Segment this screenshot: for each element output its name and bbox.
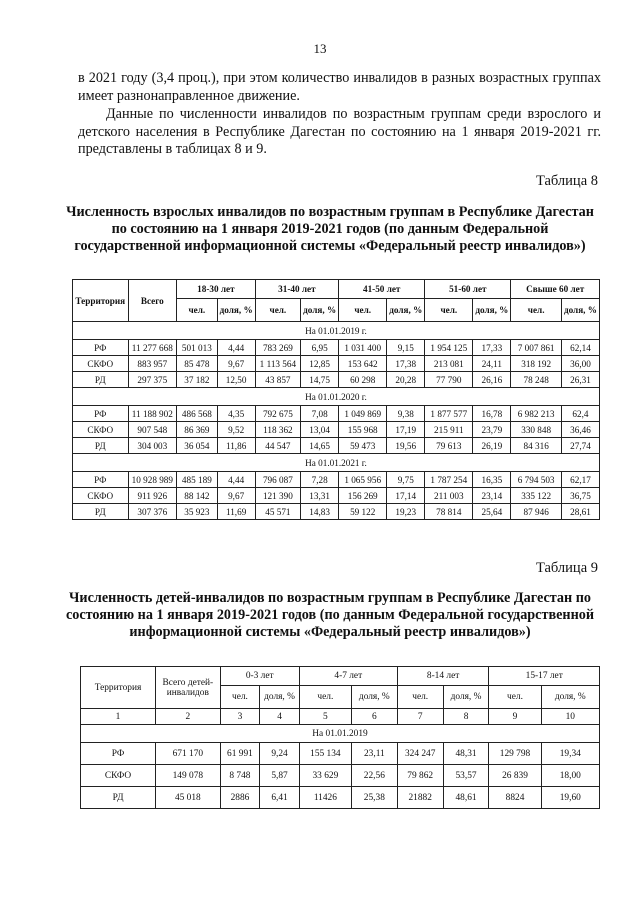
table8-value-cell: 43 857: [255, 372, 300, 388]
table8-date-label: На 01.01.2019 г.: [73, 322, 600, 340]
table8-value-cell: 23,79: [473, 422, 511, 438]
table9-header-group: 8-14 лет: [397, 667, 489, 686]
table8-header-group: 41-50 лет: [339, 280, 425, 299]
table8-header-group: 31-40 лет: [255, 280, 339, 299]
table8-value-cell: 213 081: [425, 356, 473, 372]
table8-value-cell: 6,95: [301, 340, 339, 356]
table8-value-cell: 4,44: [217, 472, 255, 488]
table8-value-cell: 85 478: [177, 356, 218, 372]
table9-value-cell: 19,34: [541, 743, 599, 765]
table8-value-cell: 13,04: [301, 422, 339, 438]
table8-value-cell: 485 189: [177, 472, 218, 488]
table8-territory-cell: РД: [73, 438, 129, 454]
table8-value-cell: 77 790: [425, 372, 473, 388]
table8-value-cell: 6 794 503: [511, 472, 562, 488]
table8-value-cell: 304 003: [128, 438, 177, 454]
table8-value-cell: 486 568: [177, 406, 218, 422]
table8-value-cell: 16,78: [473, 406, 511, 422]
table8-value-cell: 883 957: [128, 356, 177, 372]
table8-territory-cell: РФ: [73, 406, 129, 422]
table8-value-cell: 78 814: [425, 504, 473, 520]
table8-value-cell: 211 003: [425, 488, 473, 504]
table8-value-cell: 1 787 254: [425, 472, 473, 488]
table9-header-total: Всего детей-инвалидов: [156, 667, 221, 709]
table9-value-cell: 45 018: [156, 787, 221, 809]
table9-value-cell: 22,56: [351, 765, 397, 787]
table9-value-cell: 25,38: [351, 787, 397, 809]
table9-value-cell: 149 078: [156, 765, 221, 787]
table8-territory-cell: СКФО: [73, 356, 129, 372]
table8-value-cell: 35 923: [177, 504, 218, 520]
table8-date-label: На 01.01.2021 г.: [73, 454, 600, 472]
table9-header-territory: Территория: [81, 667, 156, 709]
table9-header-people: чел.: [220, 686, 260, 709]
table8-value-cell: 44 547: [255, 438, 300, 454]
table8-date-row: [73, 388, 600, 406]
table8-value-cell: 36,46: [561, 422, 599, 438]
table9-value-cell: 155 134: [299, 743, 351, 765]
table8-header-people: чел.: [425, 299, 473, 322]
table9-column-number: 6: [351, 709, 397, 725]
table9-territory-cell: РД: [81, 787, 156, 809]
table8-territory-cell: РД: [73, 372, 129, 388]
table9-territory-cell: РФ: [81, 743, 156, 765]
table9-header-people: чел.: [489, 686, 541, 709]
table9-value-cell: 53,57: [443, 765, 489, 787]
table8-value-cell: 911 926: [128, 488, 177, 504]
table9-column-number: 8: [443, 709, 489, 725]
table8-value-cell: 62,17: [561, 472, 599, 488]
table9-value-cell: 79 862: [397, 765, 443, 787]
table8: [72, 279, 600, 520]
table8-value-cell: 10 928 989: [128, 472, 177, 488]
table9-header-group: 0-3 лет: [220, 667, 299, 686]
table8-header-people: чел.: [177, 299, 218, 322]
table9-title: Численность детей-инвалидов по возрастным группам в Республике Дагестан по состоянию на 1 января 2019-2021 годов (по данным Федеральной государственной информационной системы «Федеральный реестр инвалидов»): [65, 590, 595, 640]
table8-territory-cell: РФ: [73, 340, 129, 356]
table8-value-cell: 23,14: [473, 488, 511, 504]
table-row: [81, 765, 600, 787]
table9-value-cell: 129 798: [489, 743, 541, 765]
table-row: [73, 422, 600, 438]
table-row: [81, 743, 600, 765]
table8-value-cell: 14,83: [301, 504, 339, 520]
table9-header-share: доля, %: [260, 686, 300, 709]
table8-value-cell: 62,4: [561, 406, 599, 422]
table8-value-cell: 330 848: [511, 422, 562, 438]
table8-body: [73, 322, 600, 520]
table8-header-share: доля, %: [473, 299, 511, 322]
table8-value-cell: 17,33: [473, 340, 511, 356]
table9-column-number: 5: [299, 709, 351, 725]
table8-value-cell: 9,67: [217, 488, 255, 504]
table8-value-cell: 84 316: [511, 438, 562, 454]
table8-date-label: На 01.01.2020 г.: [73, 388, 600, 406]
table8-value-cell: 156 269: [339, 488, 387, 504]
table9: [80, 666, 600, 809]
table8-value-cell: 792 675: [255, 406, 300, 422]
table8-value-cell: 59 122: [339, 504, 387, 520]
table8-value-cell: 501 013: [177, 340, 218, 356]
table8-value-cell: 26,31: [561, 372, 599, 388]
table8-territory-cell: СКФО: [73, 422, 129, 438]
table8-value-cell: 155 968: [339, 422, 387, 438]
table8-value-cell: 24,11: [473, 356, 511, 372]
table9-value-cell: 23,11: [351, 743, 397, 765]
table9-header-share: доля, %: [351, 686, 397, 709]
table8-date-row: [73, 322, 600, 340]
table8-value-cell: 1 065 956: [339, 472, 387, 488]
table-row: [81, 787, 600, 809]
table9-column-number: 4: [260, 709, 300, 725]
table9-value-cell: 26 839: [489, 765, 541, 787]
table9-value-cell: 5,87: [260, 765, 300, 787]
table8-value-cell: 12,85: [301, 356, 339, 372]
table8-label: Таблица 8: [535, 173, 598, 189]
table9-value-cell: 8824: [489, 787, 541, 809]
table8-value-cell: 25,64: [473, 504, 511, 520]
table8-value-cell: 1 113 564: [255, 356, 300, 372]
table8-value-cell: 36,00: [561, 356, 599, 372]
table9-header-people: чел.: [397, 686, 443, 709]
table8-value-cell: 215 911: [425, 422, 473, 438]
table9-territory-cell: СКФО: [81, 765, 156, 787]
table8-value-cell: 45 571: [255, 504, 300, 520]
page-number: 13: [313, 41, 327, 56]
table8-value-cell: 318 192: [511, 356, 562, 372]
table8-value-cell: 11 277 668: [128, 340, 177, 356]
table8-value-cell: 7,28: [301, 472, 339, 488]
table8-value-cell: 17,14: [387, 488, 425, 504]
table8-value-cell: 796 087: [255, 472, 300, 488]
table8-value-cell: 13,31: [301, 488, 339, 504]
table9-column-number: 3: [220, 709, 260, 725]
table9-value-cell: 48,31: [443, 743, 489, 765]
table8-value-cell: 4,35: [217, 406, 255, 422]
table8-value-cell: 19,56: [387, 438, 425, 454]
table9-value-cell: 18,00: [541, 765, 599, 787]
table9-value-cell: 21882: [397, 787, 443, 809]
table8-value-cell: 307 376: [128, 504, 177, 520]
table9-label: Таблица 9: [535, 560, 598, 576]
table8-value-cell: 1 954 125: [425, 340, 473, 356]
table8-value-cell: 17,38: [387, 356, 425, 372]
table8-value-cell: 37 182: [177, 372, 218, 388]
paragraph-intro: в 2021 году (3,4 проц.), при этом количество инвалидов в разных возрастных группах имеет разнонаправленное движение.: [78, 70, 601, 104]
table8-value-cell: 297 375: [128, 372, 177, 388]
table9-value-cell: 48,61: [443, 787, 489, 809]
table8-value-cell: 19,23: [387, 504, 425, 520]
table9-column-number: 7: [397, 709, 443, 725]
table8-value-cell: 79 613: [425, 438, 473, 454]
table8-value-cell: 16,35: [473, 472, 511, 488]
table9-value-cell: 671 170: [156, 743, 221, 765]
table8-value-cell: 9,38: [387, 406, 425, 422]
table9-header-group: 15-17 лет: [489, 667, 600, 686]
table8-value-cell: 20,28: [387, 372, 425, 388]
table-row: [73, 356, 600, 372]
table9-header-group: 4-7 лет: [299, 667, 397, 686]
table8-value-cell: 4,44: [217, 340, 255, 356]
table9-header-people: чел.: [299, 686, 351, 709]
table8-value-cell: 78 248: [511, 372, 562, 388]
table9-column-numbers-row: [81, 709, 600, 725]
table9-column-number: 10: [541, 709, 599, 725]
table8-value-cell: 1 049 869: [339, 406, 387, 422]
table9-column-number: 2: [156, 709, 221, 725]
table8-value-cell: 783 269: [255, 340, 300, 356]
table8-value-cell: 36 054: [177, 438, 218, 454]
table-row: [73, 504, 600, 520]
table8-header-territory: Территория: [73, 280, 129, 322]
table9-value-cell: 61 991: [220, 743, 260, 765]
table8-territory-cell: РФ: [73, 472, 129, 488]
table8-value-cell: 26,19: [473, 438, 511, 454]
table8-date-row: [73, 454, 600, 472]
table8-value-cell: 87 946: [511, 504, 562, 520]
table9-value-cell: 9,24: [260, 743, 300, 765]
table8-value-cell: 14,75: [301, 372, 339, 388]
table9-value-cell: 11426: [299, 787, 351, 809]
table8-header-group: Свыше 60 лет: [511, 280, 600, 299]
table9-value-cell: 8 748: [220, 765, 260, 787]
table9-column-number: 1: [81, 709, 156, 725]
paragraph-tables-description: Данные по численности инвалидов по возрастным группам среди взрослого и детского населения в Республике Дагестан по состоянию на 1 января 2019-2021 гг. представлены в таблицах 8 и 9.: [78, 106, 601, 157]
table8-value-cell: 11,69: [217, 504, 255, 520]
table8-header-share: доля, %: [561, 299, 599, 322]
table8-value-cell: 36,75: [561, 488, 599, 504]
table8-value-cell: 7,08: [301, 406, 339, 422]
table8-value-cell: 9,52: [217, 422, 255, 438]
table8-header-people: чел.: [511, 299, 562, 322]
table8-value-cell: 335 122: [511, 488, 562, 504]
table8-value-cell: 9,75: [387, 472, 425, 488]
table8-value-cell: 12,50: [217, 372, 255, 388]
table8-header-group: 18-30 лет: [177, 280, 256, 299]
table8-value-cell: 26,16: [473, 372, 511, 388]
table8-value-cell: 7 007 861: [511, 340, 562, 356]
table8-value-cell: 121 390: [255, 488, 300, 504]
table8-value-cell: 153 642: [339, 356, 387, 372]
table8-header-share: доля, %: [387, 299, 425, 322]
table-row: [73, 438, 600, 454]
table8-value-cell: 62,14: [561, 340, 599, 356]
table8-value-cell: 59 473: [339, 438, 387, 454]
table8-value-cell: 11 188 902: [128, 406, 177, 422]
table8-value-cell: 86 369: [177, 422, 218, 438]
table9-body: [81, 709, 600, 809]
table-row: [73, 472, 600, 488]
table8-value-cell: 60 298: [339, 372, 387, 388]
table-row: [73, 372, 600, 388]
table-row: [73, 340, 600, 356]
table9-value-cell: 6,41: [260, 787, 300, 809]
table8-territory-cell: РД: [73, 504, 129, 520]
table9-date-row: [81, 725, 600, 743]
table8-header-people: чел.: [255, 299, 300, 322]
table9-header-share: доля, %: [443, 686, 489, 709]
table8-value-cell: 9,15: [387, 340, 425, 356]
table8-header-total: Всего: [128, 280, 177, 322]
table8-value-cell: 1 031 400: [339, 340, 387, 356]
table8-value-cell: 28,61: [561, 504, 599, 520]
table8-title: Численность взрослых инвалидов по возрастным группам в Республике Дагестан по состоянию на 1 января 2019-2021 годов (по данным Федеральной государственной информационной системы «Федеральный реестр инвалидов»): [66, 204, 594, 254]
table9-header-share: доля, %: [541, 686, 599, 709]
table8-value-cell: 118 362: [255, 422, 300, 438]
table8-header-group: 51-60 лет: [425, 280, 511, 299]
table9-value-cell: 324 247: [397, 743, 443, 765]
table8-header-people: чел.: [339, 299, 387, 322]
table8-value-cell: 6 982 213: [511, 406, 562, 422]
table8-value-cell: 907 548: [128, 422, 177, 438]
table9-value-cell: 19,60: [541, 787, 599, 809]
table8-header-share: доля, %: [301, 299, 339, 322]
table9-column-number: 9: [489, 709, 541, 725]
table8-value-cell: 1 877 577: [425, 406, 473, 422]
table8-header-share: доля, %: [217, 299, 255, 322]
table8-territory-cell: СКФО: [73, 488, 129, 504]
table8-value-cell: 14,65: [301, 438, 339, 454]
table-row: [73, 488, 600, 504]
table8-value-cell: 27,74: [561, 438, 599, 454]
table8-value-cell: 11,86: [217, 438, 255, 454]
table8-value-cell: 17,19: [387, 422, 425, 438]
table9-value-cell: 33 629: [299, 765, 351, 787]
table9-date-label: На 01.01.2019: [81, 725, 600, 743]
table8-value-cell: 88 142: [177, 488, 218, 504]
table8-value-cell: 9,67: [217, 356, 255, 372]
table9-value-cell: 2886: [220, 787, 260, 809]
table-row: [73, 406, 600, 422]
